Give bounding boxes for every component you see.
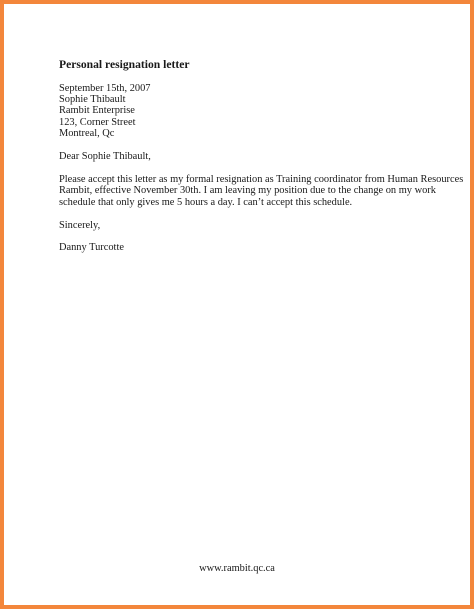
letter-body [59, 174, 464, 208]
recipient-street: 123, Corner Street [59, 116, 136, 128]
recipient-name: Sophie Thibault [59, 94, 126, 106]
signature-name: Danny Turcotte [59, 242, 124, 254]
recipient-city: Montreal, Qc [59, 127, 115, 139]
closing: Sincerely, [59, 219, 101, 231]
address-block [59, 83, 439, 139]
letter-title: Personal resignation letter [59, 58, 190, 71]
salutation: Dear Sophie Thibault, [59, 151, 151, 163]
footer-url[interactable]: www.rambit.qc.ca [199, 563, 275, 574]
letter-date: September 15th, 2007 [59, 83, 151, 94]
body-line: Please accept this letter as my formal resignation as Training coordinator from Human Resources [59, 174, 464, 186]
recipient-company: Rambit Enterprise [59, 105, 135, 117]
body-line: Rambit, effective November 30th. I am leaving my position due to the change on my work [59, 185, 436, 197]
body-line: schedule that only gives me 5 hours a day. I can’t accept this schedule. [59, 196, 353, 208]
letter-content [59, 58, 464, 254]
